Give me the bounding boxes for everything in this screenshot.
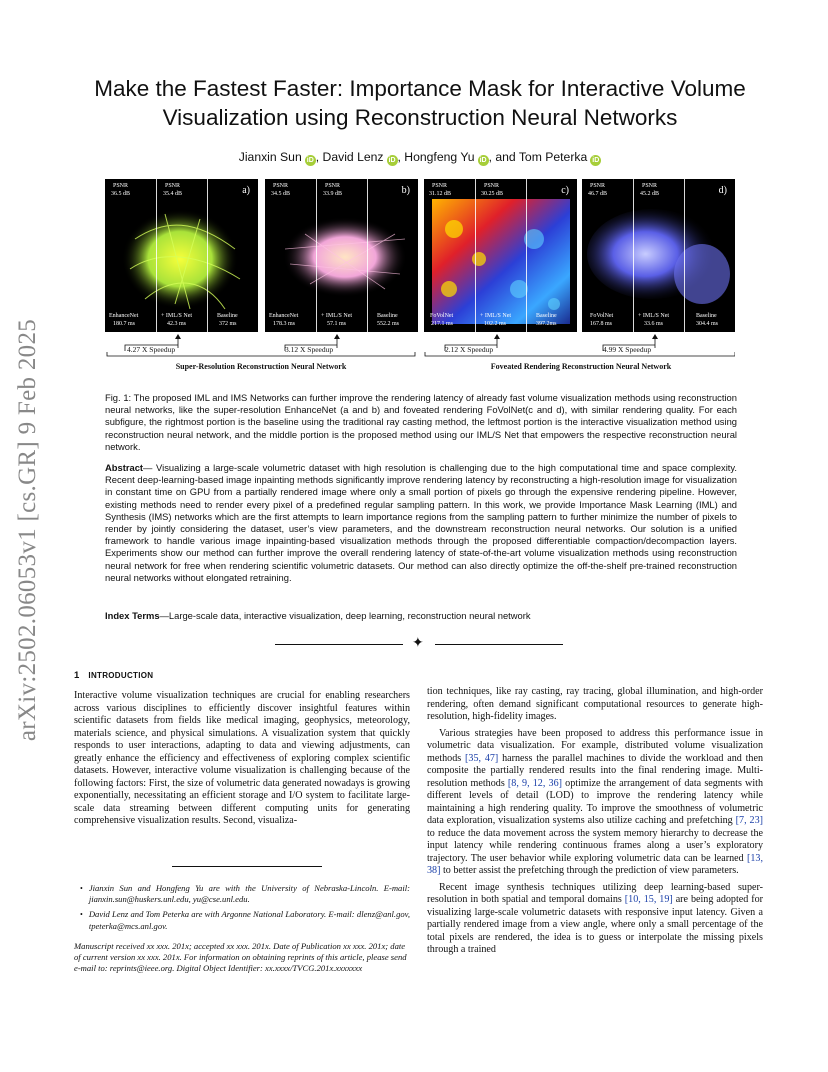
- author-2: David Lenz: [322, 150, 384, 164]
- method-right-time: 552.2 ms: [377, 321, 400, 327]
- method-mid-label: + IML/S Net: [638, 313, 670, 319]
- orcid-icon[interactable]: iD: [592, 157, 600, 164]
- psnr-mid-value: 30.25 dB: [481, 191, 504, 197]
- footnote-affiliation-1: Jianxin Sun and Hongfeng Yu are with the University of Nebraska-Lincoln. E-mail: jianxin.sun@huskers.unl.edu, yu@cse.unl.edu.: [88, 883, 410, 905]
- text-span: optimize the arrangement of data segments with different levels of detail (LOD) to improve the rendering latency while maintaining a high rendering quality. To improve the smoothness of volumetric data exploration, visualization systems also utilize caching and prefetching: [427, 777, 763, 826]
- method-mid-time: 57.1 ms: [327, 321, 347, 327]
- author-1: Jianxin Sun: [238, 150, 302, 164]
- title-line-1: Make the Fastest Faster: Importance Mask for Interactive Volume: [94, 76, 746, 101]
- teaser-panel-b: [265, 179, 418, 332]
- manuscript-note: Manuscript received xx xxx. 201x; accepted xx xxx. 201x. Date of Publication xx xxx. 201x; date of current version xx xxx. 201x. For information on obtaining reprints of this article, please send e-mail to: reprints@ieee.org. Digital Object Identifier: xx.xxxx/TVCG.201x.xxxxxxx: [74, 940, 407, 974]
- footnote-rule: [172, 866, 322, 867]
- method-right-time: 397.2ms: [536, 321, 557, 327]
- method-left-time: 180.7 ms: [113, 321, 136, 327]
- psnr-left-label: PSNR: [590, 183, 606, 189]
- figure-caption: Fig. 1: The proposed IML and IMS Networks can further improve the rendering latency of already fast volume visualization methods using reconstruction neural networks, like the super-resolution EnhanceNet (a and b) and foveated rendering FoVolNet(c and d), with similar rendering quality. For each subfigure, the rightmost portion is the baseline using the traditional ray casting method, the leftmost portion is the interactive visualization method using reconstruction neural network, and the middle portion is the proposed method using our IML/S Net that empowers the respective reconstruction neural network.: [105, 392, 737, 452]
- speedup-label: 4.99 X Speedup: [603, 345, 652, 354]
- psnr-left-value: 36.5 dB: [111, 191, 131, 197]
- psnr-mid-label: PSNR: [325, 183, 341, 189]
- text-span: to better assist the prefetching through the prediction of view parameters.: [440, 865, 739, 876]
- psnr-left-label: PSNR: [273, 183, 289, 189]
- psnr-mid-label: PSNR: [484, 183, 500, 189]
- arxiv-side-stamp: arXiv:2502.06053v1 [cs.GR] 9 Feb 2025: [14, 318, 41, 742]
- method-mid-label: + IML/S Net: [480, 313, 512, 319]
- psnr-left-value: 31.12 dB: [429, 191, 452, 197]
- intro-paragraph-3: [427, 728, 763, 878]
- group-label-foveated: Foveated Rendering Reconstruction Neural Network: [490, 362, 672, 371]
- method-left-label: FoVolNet: [590, 313, 614, 319]
- section-divider: [275, 637, 565, 651]
- panel-letter: d): [718, 185, 727, 196]
- method-left-time: 167.8 ms: [590, 321, 613, 327]
- speedup-label: 4.27 X Speedup: [127, 345, 176, 354]
- method-mid-label: + IML/S Net: [321, 313, 353, 319]
- method-right-time: 304.4 ms: [696, 321, 719, 327]
- footnote-affiliation-2: David Lenz and Tom Peterka are with Argonne National Laboratory. E-mail: dlenz@anl.gov, tpeterka@mcs.anl.gov.: [88, 909, 410, 931]
- method-right-label: Baseline: [377, 313, 398, 319]
- method-mid-time: 42.3 ms: [167, 321, 187, 327]
- method-left-label: EnhanceNet: [269, 313, 299, 319]
- text-span: Various strategies have been proposed to address this performance issue in volumetric data visualization. For example, distributed volume visualization methods: [427, 727, 763, 764]
- orcid-icon[interactable]: iD: [306, 157, 314, 164]
- author-3: Hongfeng Yu: [404, 150, 475, 164]
- text-span: harness the parallel machines to divide the workload and then composite the partially rendered results into the final rendering image. Multi-resolution methods: [427, 752, 763, 789]
- abstract-label: Abstract: [105, 462, 144, 473]
- group-label-super-resolution: Super-Resolution Reconstruction Neural Network: [175, 362, 347, 371]
- section-number: 1: [74, 670, 80, 681]
- method-right-time: 372 ms: [219, 321, 237, 327]
- citation-link[interactable]: [10, 15, 19]: [624, 894, 673, 905]
- psnr-left-label: PSNR: [113, 183, 129, 189]
- author-list: [100, 150, 740, 166]
- index-terms-text: —Large-scale data, interactive visualization, deep learning, reconstruction neural network: [159, 610, 531, 621]
- index-terms: [105, 610, 737, 622]
- author-separator: ,: [397, 150, 405, 164]
- psnr-left-value: 34.5 dB: [271, 191, 291, 197]
- divider-star-icon: ✦: [412, 636, 424, 651]
- paper-title: [60, 74, 780, 132]
- psnr-mid-value: 45.2 dB: [640, 191, 660, 197]
- index-terms-label: Index Terms: [105, 610, 160, 621]
- panel-letter: a): [242, 185, 250, 196]
- method-mid-label: + IML/S Net: [161, 313, 193, 319]
- teaser-panel-d: [582, 179, 735, 332]
- teaser-panel-a: [105, 179, 258, 332]
- speedup-label: 2.12 X Speedup: [445, 345, 494, 354]
- divider-line-right: [435, 644, 563, 645]
- volume-render-image: [424, 179, 577, 332]
- teaser-panel-c: [424, 179, 577, 332]
- section-title: INTRODUCTION: [88, 671, 154, 680]
- section-heading: [74, 670, 153, 681]
- method-left-time: 178.3 ms: [273, 321, 296, 327]
- citation-link[interactable]: [35, 47]: [465, 752, 499, 764]
- volume-render-image: [105, 179, 258, 332]
- method-mid-time: 102.2 ms: [484, 321, 507, 327]
- panel-letter: c): [561, 185, 569, 196]
- intro-paragraph-4: [427, 882, 763, 957]
- text-span: to reduce the data movement across the system memory hierarchy to decrease the input latency while rendering continuous frames along a user’s exploratory trajectory. The user behavior while exploring volumetric data can be learned: [427, 827, 763, 864]
- psnr-mid-value: 35.4 dB: [163, 191, 183, 197]
- intro-paragraph-2: tion techniques, like ray casting, ray tracing, global illumination, and high-order rendering, often demand significant computational resources to generate high-resolution, high-fidelity images.: [427, 686, 763, 722]
- method-right-label: Baseline: [217, 313, 238, 319]
- orcid-icon[interactable]: iD: [388, 157, 396, 164]
- psnr-mid-label: PSNR: [165, 183, 181, 189]
- panel-letter: b): [401, 185, 410, 196]
- method-right-label: Baseline: [696, 313, 717, 319]
- psnr-mid-label: PSNR: [642, 183, 658, 189]
- speedup-label: 3.12 X Speedup: [285, 345, 334, 354]
- text-span: Recent image synthesis techniques utilizing deep learning-based super-resolution in both spatial and temporal domains: [427, 881, 763, 905]
- author-separator: , and: [488, 150, 519, 164]
- footnotes: • Jianxin Sun and Hongfeng Yu are with the University of Nebraska-Lincoln. E-mail: jianxin.sun@huskers.unl.edu, yu@cse.unl.edu. • David Lenz and Tom Peterka are with Argonne National Laboratory. E-mail: dlenz@anl.gov, tpeterka@mcs.anl.gov. Manuscript received xx xxx. 201x; accepted xx xxx. 201x. Date of Publication xx xxx. 201x; date of current version xx xxx. 201x. For information on obtaining reprints of this article, please send e-mail to: reprints@ieee.org. Digital Object Identifier: xx.xxxx/TVCG.201x.xxxxxxx: [74, 883, 410, 974]
- intro-paragraph-1: Interactive volume visualization techniques are crucial for enabling researchers across various disciplines to efficiently discover insightful features within scientific datasets from fields like medical imaging, geophysics, meteorology, materials science, and physical simulations. A visualization system that quickly responds to user interactions, adapting to data and viewing adjustments, can greatly enhance the efficiency and effectiveness of exploring complex scientific datasets. However, interactive volume visualization is challenging because of the following factors: First, the size of volumetric data generated nowadays is growing exponentially, necessitating an efficient storage and I/O system to facilitate large-scale data streaming between different computing units for generating comprehensive visualization results. Second, visualiza-: [74, 690, 410, 826]
- method-mid-time: 33.6 ms: [644, 321, 664, 327]
- left-column: [74, 690, 410, 828]
- abstract-text: — Visualizing a large-scale volumetric dataset with high resolution is challenging due to the high computational time and space complexity. Recent deep-learning-based image inpainting methods significantly improve rendering latency by reconstructing a high-resolution image for visualization in constant time on GPU from a partially rendered image where only a small portion of pixels go through the expensive rendering pipeline. However, existing methods need to render every pixel of a predefined regular sampling pattern. In this work, we provide Importance Mask Learning (IML) and Synthesis (IMS) networks which are the first attempts to learn importance regions from the sampling pattern to further minimize the number of pixels to render by jointly considering the dataset, user’s view parameters, and the downstream reconstruction neural networks. Our solution is a unified framework to handle various image inpainting-based visualization methods through the proposed differentiable compaction/decompaction layers. Experiments show our method can further improve the overall rendering latency of state-of-the-art volume visualization methods using reconstruction neural network for free when rendering scientific volumetric datasets. Our method can also directly optimize the off-the-shelf pre-trained reconstruction neural networks without elongated retraining.: [105, 462, 737, 583]
- author-4: Tom Peterka: [518, 150, 588, 164]
- citation-link[interactable]: [13, 38]: [427, 852, 763, 876]
- orcid-icon[interactable]: iD: [479, 157, 487, 164]
- citation-link[interactable]: [8, 9, 12, 36]: [507, 777, 562, 789]
- method-left-label: EnhanceNet: [109, 313, 139, 319]
- author-separator: ,: [315, 150, 323, 164]
- method-left-time: 217.1 ms: [431, 321, 454, 327]
- method-left-label: FoVolNet: [430, 313, 454, 319]
- volume-render-image: [582, 179, 735, 332]
- right-column: [427, 686, 763, 957]
- psnr-left-value: 46.7 dB: [588, 191, 608, 197]
- teaser-figure: [105, 179, 735, 372]
- divider-line-left: [275, 644, 403, 645]
- psnr-mid-value: 33.9 dB: [323, 191, 343, 197]
- volume-render-image: [265, 179, 418, 332]
- abstract: [105, 462, 737, 584]
- text-span: are being adopted for visualizing large-scale volumetric datasets with responsive input latency. Given a partially rendered image from a view angle, where only a small percentage of the total pixels are rendered, the idea is to guess or interpolate the missing pixels through a trained: [427, 894, 763, 955]
- method-right-label: Baseline: [536, 313, 557, 319]
- title-line-2: Visualization using Reconstruction Neural Networks: [162, 105, 678, 130]
- citation-link[interactable]: [7, 23]: [735, 815, 763, 826]
- psnr-left-label: PSNR: [432, 183, 448, 189]
